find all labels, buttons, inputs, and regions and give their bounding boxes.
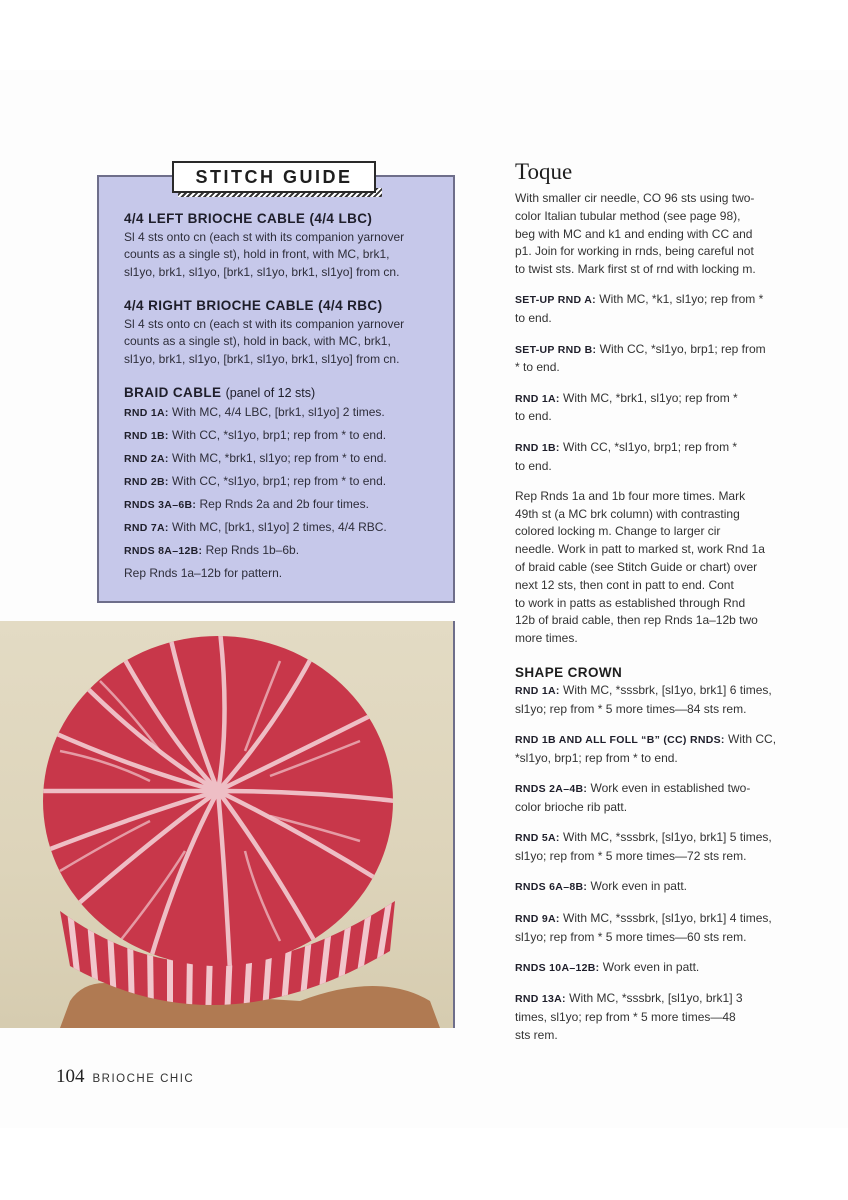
row-text: With MC, [brk1, sl1yo] 2 times, 4/4 RBC. bbox=[168, 519, 387, 534]
row-label: RNDS 2A–4B: bbox=[515, 783, 588, 796]
row-text: times, sl1yo; rep from * 5 more times—48 bbox=[515, 1009, 736, 1024]
row-text: With MC, *sssbrk, [sl1yo, brk1] 3 bbox=[565, 991, 743, 1006]
body-line: to work in patts as established through Rnd bbox=[515, 595, 746, 610]
braid-row bbox=[124, 450, 446, 469]
row-text: *sl1yo, brp1; rep from * to end. bbox=[515, 750, 678, 765]
row-label: RND 2B: bbox=[124, 475, 169, 488]
row-text: With MC, *brk1, sl1yo; rep from * bbox=[559, 390, 738, 405]
row-label: RNDS 8A–12B: bbox=[124, 544, 203, 557]
row-text: sl1yo; rep from * 5 more times—84 sts rem. bbox=[515, 701, 747, 716]
row-text: Work even in patt. bbox=[587, 879, 687, 894]
braid-row bbox=[124, 519, 446, 538]
rbc-line: Sl 4 sts onto cn (each st with its companion yarnover bbox=[124, 316, 405, 331]
row-text: With CC, *sl1yo, brp1; rep from * to end. bbox=[168, 427, 387, 442]
row-label: SET-UP RND A: bbox=[515, 294, 596, 307]
braid-row bbox=[124, 404, 446, 423]
lbc-line: sl1yo, brk1, sl1yo, [brk1, sl1yo, brk1, sl1yo] from cn. bbox=[124, 264, 400, 279]
row-label: RND 9A: bbox=[515, 912, 560, 925]
crown-rnd-13a bbox=[515, 990, 790, 1044]
crown-rnd-5a bbox=[515, 829, 790, 866]
lbc-line: Sl 4 sts onto cn (each st with its companion yarnover bbox=[124, 229, 405, 244]
row-text: sl1yo; rep from * 5 more times—72 sts rem. bbox=[515, 849, 747, 864]
row-text: With MC, *sssbrk, [sl1yo, brk1] 6 times, bbox=[559, 683, 772, 698]
row-label: RND 2A: bbox=[124, 452, 169, 465]
row-text: With CC, bbox=[724, 732, 777, 747]
rbc-instructions bbox=[124, 316, 446, 369]
rbc-line: counts as a single st), hold in back, with MC, brk1, bbox=[124, 334, 391, 348]
crown-rnds-6a-8b bbox=[515, 878, 790, 897]
rbc-line: sl1yo, brk1, sl1yo, [brk1, sl1yo, brk1, sl1yo] from cn. bbox=[124, 351, 400, 366]
row-text: With CC, *sl1yo, brp1; rep from bbox=[596, 341, 766, 356]
row-label: RNDS 6A–8B: bbox=[515, 881, 588, 894]
row-text: Rep Rnds 2a and 2b four times. bbox=[196, 496, 369, 511]
lbc-instructions bbox=[124, 229, 446, 282]
toque-title: Toque bbox=[515, 159, 573, 184]
row-text: sl1yo; rep from * 5 more times—60 sts rem. bbox=[515, 929, 747, 944]
braid-row bbox=[124, 427, 446, 446]
body-line: more times. bbox=[515, 631, 578, 646]
rnd-1a bbox=[515, 390, 790, 427]
braid-row bbox=[124, 496, 446, 515]
stitch-guide-title: STITCH GUIDE bbox=[195, 166, 353, 187]
stitch-guide-content bbox=[124, 210, 446, 587]
row-text: Work even in established two- bbox=[587, 781, 751, 796]
row-text: sts rem. bbox=[515, 1027, 558, 1042]
lbc-heading: 4/4 LEFT BRIOCHE CABLE (4/4 LBC) bbox=[124, 211, 373, 226]
body-line: of braid cable (see Stitch Guide or chart) over bbox=[515, 560, 758, 575]
crown-rnds-10a-12b bbox=[515, 959, 790, 978]
row-text: to end. bbox=[515, 409, 552, 424]
intro-line: beg with MC and k1 and ending with CC and bbox=[515, 226, 753, 241]
rbc-heading: 4/4 RIGHT BRIOCHE CABLE (4/4 RBC) bbox=[124, 298, 383, 313]
row-text: With CC, *sl1yo, brp1; rep from * to end. bbox=[168, 473, 387, 488]
intro-line: p1. Join for working in rnds, being careful not bbox=[515, 244, 754, 259]
page-footer bbox=[56, 1066, 194, 1088]
row-label: RND 1A: bbox=[124, 406, 169, 419]
shape-crown-heading: SHAPE CROWN bbox=[515, 665, 623, 681]
toque-instructions bbox=[515, 158, 790, 1057]
row-text: Work even in patt. bbox=[599, 959, 700, 974]
continue-instructions bbox=[515, 488, 790, 648]
row-text: With MC, *k1, sl1yo; rep from * bbox=[595, 292, 764, 307]
row-text: color brioche rib patt. bbox=[515, 800, 628, 815]
row-label: RND 1A: bbox=[515, 685, 560, 698]
row-label: RNDS 10A–12B: bbox=[515, 961, 600, 974]
toque-intro bbox=[515, 190, 790, 279]
braid-row bbox=[124, 542, 446, 561]
setup-rnd-b bbox=[515, 341, 790, 378]
row-label: RND 13A: bbox=[515, 993, 566, 1006]
crown-rnds-2a-4b bbox=[515, 780, 790, 817]
row-text: With MC, *brk1, sl1yo; rep from * to end. bbox=[168, 450, 387, 465]
intro-line: to twist sts. Mark first st of rnd with locking m. bbox=[515, 262, 756, 277]
book-title: BRIOCHE CHIC bbox=[92, 1073, 195, 1085]
hat-illustration bbox=[0, 621, 455, 1028]
body-line: 49th st (a MC brk column) with contrasting bbox=[515, 506, 740, 521]
page-number: 104 bbox=[56, 1066, 85, 1087]
crown-rnd-1b bbox=[515, 731, 790, 768]
setup-rnd-a bbox=[515, 291, 790, 328]
row-label: RND 7A: bbox=[124, 521, 169, 534]
row-text: to end. bbox=[515, 311, 552, 326]
row-text: With MC, 4/4 LBC, [brk1, sl1yo] 2 times. bbox=[168, 404, 385, 419]
row-text: Rep Rnds 1b–6b. bbox=[202, 542, 300, 557]
lbc-line: counts as a single st), hold in front, with MC, brk1, bbox=[124, 247, 390, 261]
braid-heading bbox=[124, 384, 446, 403]
row-text: With MC, *sssbrk, [sl1yo, brk1] 5 times, bbox=[559, 830, 772, 845]
body-line: next 12 sts, then cont in patt to end. Cont bbox=[515, 577, 734, 592]
braid-panel-note: (panel of 12 sts) bbox=[225, 386, 316, 400]
row-label: RNDS 3A–6B: bbox=[124, 498, 197, 511]
body-line: needle. Work in patt to marked st, work Rnd 1a bbox=[515, 542, 765, 557]
row-text: With CC, *sl1yo, brp1; rep from * bbox=[559, 439, 738, 454]
braid-heading-text: BRAID CABLE bbox=[124, 385, 222, 400]
row-text: * to end. bbox=[515, 360, 560, 375]
intro-line: With smaller cir needle, CO 96 sts using two- bbox=[515, 191, 755, 205]
row-label: SET-UP RND B: bbox=[515, 343, 597, 356]
row-text: to end. bbox=[515, 458, 552, 473]
body-line: Rep Rnds 1a and 1b four more times. Mark bbox=[515, 488, 746, 503]
braid-closing: Rep Rnds 1a–12b for pattern. bbox=[124, 565, 283, 580]
stitch-guide-tab bbox=[172, 161, 376, 193]
body-line: 12b of braid cable, then rep Rnds 1a–12b two bbox=[515, 613, 758, 628]
crown-rnd-1a bbox=[515, 682, 790, 719]
row-text: With MC, *sssbrk, [sl1yo, brk1] 4 times, bbox=[559, 910, 772, 925]
row-label: RND 1B: bbox=[515, 441, 560, 454]
row-label: RND 1B AND ALL FOLL “B” (CC) RNDS: bbox=[515, 734, 725, 747]
row-label: RND 1A: bbox=[515, 392, 560, 405]
row-label: RND 1B: bbox=[124, 429, 169, 442]
intro-line: color Italian tubular method (see page 98), bbox=[515, 208, 741, 223]
rnd-1b bbox=[515, 439, 790, 476]
hat-photo bbox=[0, 621, 455, 1028]
row-label: RND 5A: bbox=[515, 832, 560, 845]
braid-row bbox=[124, 473, 446, 492]
crown-rnd-9a bbox=[515, 910, 790, 947]
body-line: colored locking m. Change to larger cir bbox=[515, 524, 721, 539]
